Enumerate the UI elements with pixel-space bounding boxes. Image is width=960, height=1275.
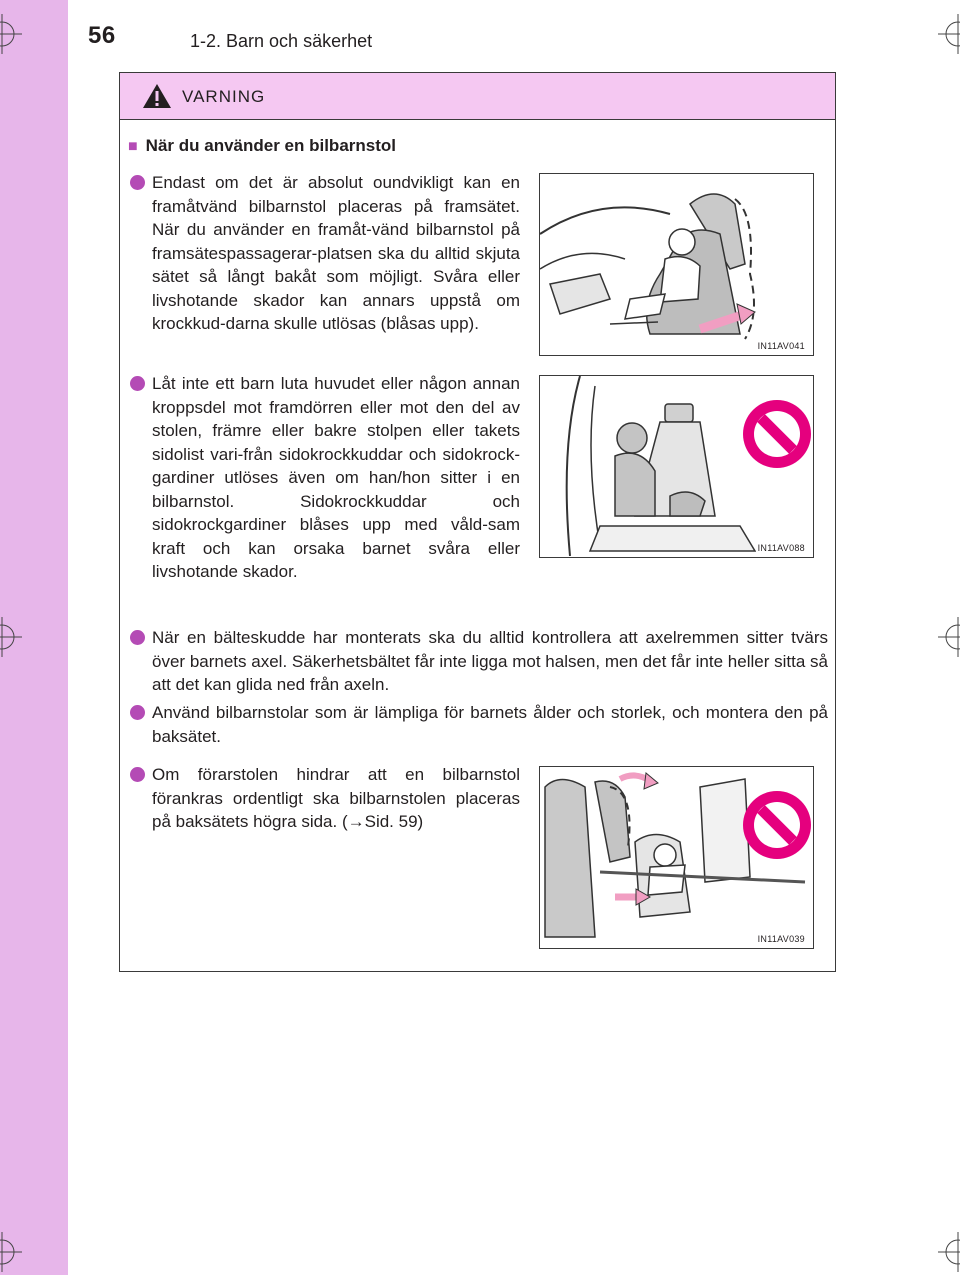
list-item: Om förarstolen hindrar att en bilbarnstol förankras ordentligt ska bilbarnstolen placeras på baksätets högra sida. (→Sid. 59) xyxy=(130,763,520,834)
bullet-dot-icon xyxy=(130,175,145,190)
registration-mark-icon xyxy=(0,1232,22,1272)
list-item: Endast om det är absolut oundvikligt kan en framåtvänd bilbarnstol placeras på framsätet. När du använder en framåt-vänd bilbarnstol på framsätespassagerar-platsen ska du alltid skjuta sätet så långt bakåt som möjligt. Svåra eller livshotande skador kan annars uppstå om krockkud-darna skulle utlösas (blåsas upp). xyxy=(130,171,520,336)
figure-child-leaning-door xyxy=(539,375,814,558)
bullet-dot-icon xyxy=(130,767,145,782)
figure-code: IN11AV088 xyxy=(757,543,805,553)
list-item: När en bälteskudde har monterats ska du alltid kontrollera att axelremmen sitter tvärs över barnets axel. Säkerhetsbältet får inte ligga mot halsen, men det får inte heller sitta så att det kan glida ned från axeln. xyxy=(130,626,828,697)
warning-label: VARNING xyxy=(182,87,266,106)
registration-mark-icon xyxy=(938,1232,960,1272)
figure-driver-seat-obstruction xyxy=(539,766,814,949)
registration-mark-icon xyxy=(0,617,22,657)
bullet-dot-icon xyxy=(130,630,145,645)
bullet-dot-icon xyxy=(130,705,145,720)
bullet-dot-icon xyxy=(130,376,145,391)
list-item: Använd bilbarnstolar som är lämpliga för barnets ålder och storlek, och montera den på baksätet. xyxy=(130,701,828,748)
warning-header xyxy=(120,73,835,120)
registration-mark-icon xyxy=(938,617,960,657)
warning-subheading: ■ När du använder en bilbarnstol xyxy=(128,136,396,155)
warning-box xyxy=(119,72,836,972)
figure-code: IN11AV041 xyxy=(757,341,805,351)
registration-mark-icon xyxy=(938,14,960,54)
list-item: Låt inte ett barn luta huvudet eller någon annan kroppsdel mot framdörren eller mot den del av stolen, främre eller bakre stolpen eller takets sidolist vari-från sidokrockkuddar och sidokrock-gardiner utlöses även om han/hon sitter i en bilbarnstol. Sidokrockkuddar och sidokrockgardiner blåses upp med våld-sam kraft och kan orsaka barnet svåra eller livshotande skador. xyxy=(130,372,520,584)
driver-seat-obstruction-illustration xyxy=(540,767,812,947)
section-title: 1-2. Barn och säkerhet xyxy=(190,31,373,51)
child-seat-front-illustration xyxy=(540,174,812,354)
child-leaning-illustration xyxy=(540,376,812,556)
square-bullet-icon: ■ xyxy=(128,138,138,155)
page-number: 56 xyxy=(88,22,116,49)
figure-code: IN11AV039 xyxy=(757,934,805,944)
figure-front-seat-child-seat xyxy=(539,173,814,356)
registration-mark-icon xyxy=(0,14,22,54)
warning-triangle-icon xyxy=(142,83,172,109)
